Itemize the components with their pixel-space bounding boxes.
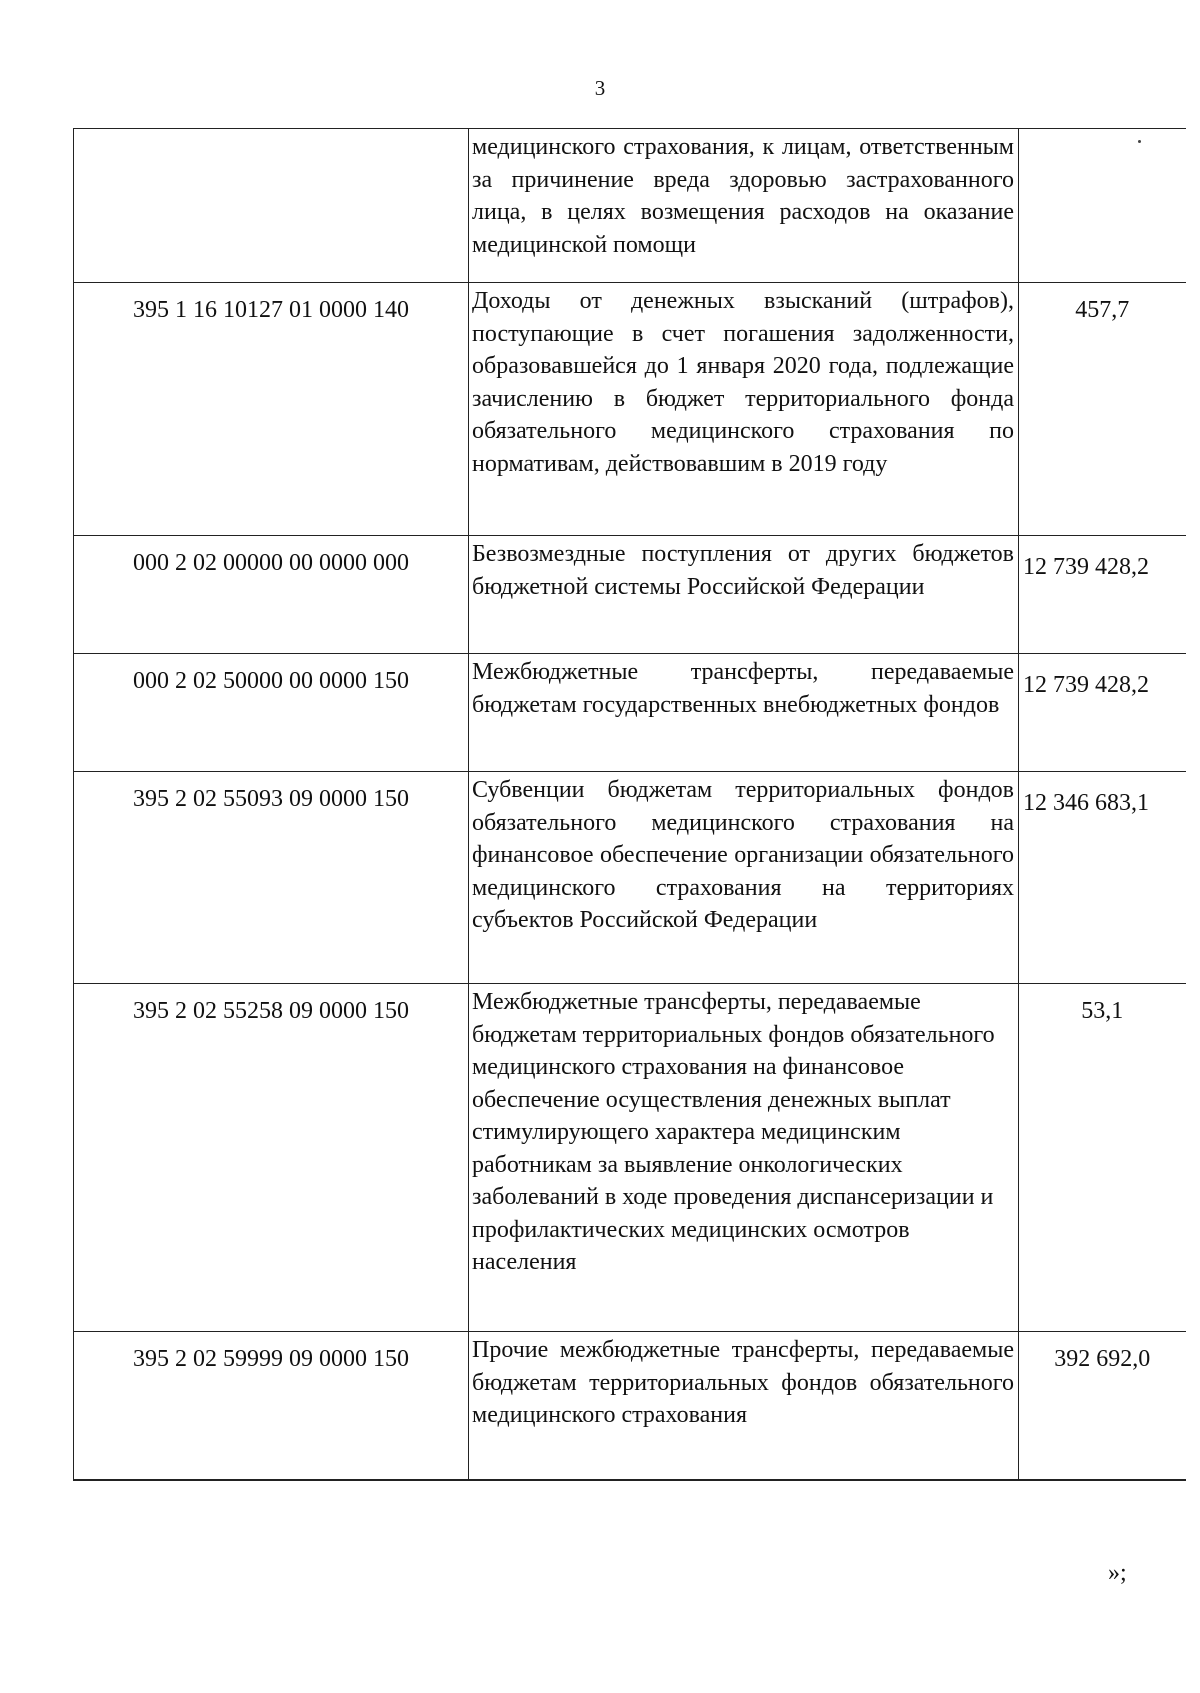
row-code: 395 2 02 55258 09 0000 150 (74, 984, 469, 1332)
row-description: Субвенции бюджетам территориальных фондов обязательного медицинского страхования на финансовое обеспечение организации обязательного медицинского страхования на территориях субъектов Российской Федерации (469, 772, 1019, 984)
budget-revenue-table (73, 128, 1186, 1481)
row-amount: 392 692,0 (1019, 1332, 1186, 1480)
row-description: медицинского страхования, к лицам, ответственным за причинение вреда здоровью застрахованного лица, в целях возмещения расходов на оказание медицинской помощи (469, 129, 1019, 283)
table-row (74, 536, 1186, 654)
table-row (74, 984, 1186, 1332)
row-code: 395 1 16 10127 01 0000 140 (74, 283, 469, 536)
table-row (74, 283, 1186, 536)
table-row (74, 129, 1186, 283)
table-row (74, 1332, 1186, 1480)
row-description: Безвозмездные поступления от других бюджетов бюджетной системы Российской Федерации (469, 536, 1019, 654)
row-description: Межбюджетные трансферты, передаваемые бюджетам территориальных фондов обязательного медицинского страхования на финансовое обеспечение осуществления денежных выплат стимулирующего характера медицинским работникам за выявление онкологических заболеваний в ходе проведения диспансеризации и профилактических медицинских осмотров населения (469, 984, 1019, 1332)
row-amount: 12 739 428,2 (1019, 654, 1186, 772)
table-row (74, 772, 1186, 984)
row-code (74, 129, 469, 283)
row-description: Межбюджетные трансферты, передаваемые бюджетам государственных внебюджетных фондов (469, 654, 1019, 772)
closing-quote-mark: »; (1108, 1560, 1127, 1586)
row-code: 000 2 02 00000 00 0000 000 (74, 536, 469, 654)
row-description: Прочие межбюджетные трансферты, передаваемые бюджетам территориальных фондов обязательного медицинского страхования (469, 1332, 1019, 1480)
page-number: 3 (594, 76, 606, 100)
row-amount: 457,7 (1019, 283, 1186, 536)
row-amount: 12 739 428,2 (1019, 536, 1186, 654)
row-amount (1019, 129, 1186, 283)
row-code: 395 2 02 59999 09 0000 150 (74, 1332, 469, 1480)
row-amount: 53,1 (1019, 984, 1186, 1332)
row-code: 000 2 02 50000 00 0000 150 (74, 654, 469, 772)
row-code: 395 2 02 55093 09 0000 150 (74, 772, 469, 984)
row-description: Доходы от денежных взысканий (штрафов), поступающие в счет погашения задолженности, образовавшейся до 1 января 2020 года, подлежащие зачислению в бюджет территориального фонда обязательного медицинского страхования по нормативам, действовавшим в 2019 году (469, 283, 1019, 536)
row-amount: 12 346 683,1 (1019, 772, 1186, 984)
table-row (74, 654, 1186, 772)
